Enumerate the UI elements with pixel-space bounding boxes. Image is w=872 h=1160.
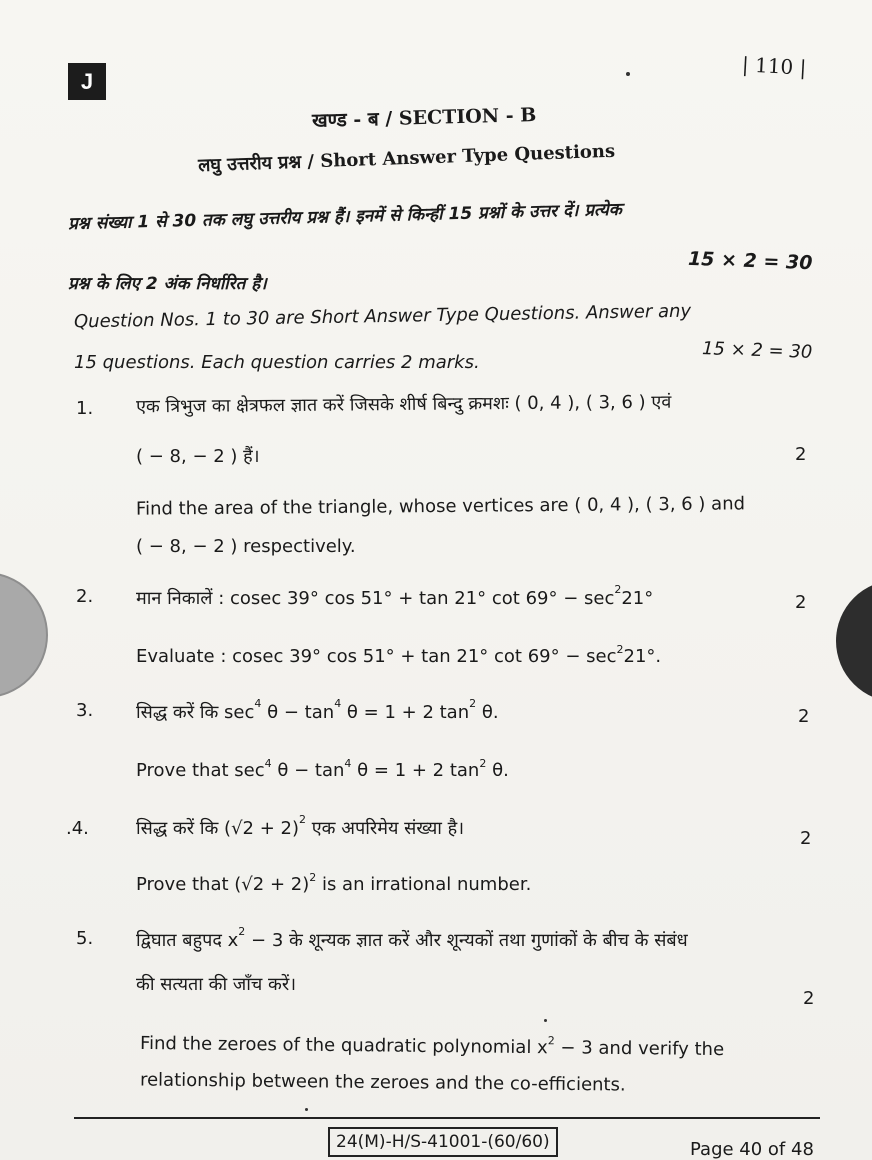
q3-en-exp-a: 4	[264, 757, 272, 770]
q2-number: 2.	[76, 586, 94, 607]
q5-en-exp: 2	[547, 1034, 555, 1048]
q3-exp-b: 4	[334, 697, 342, 710]
q1-hi-line2: ( − 8, − 2 ) हैं।	[136, 446, 260, 467]
section-title: खण्ड - ब / SECTION - B	[311, 104, 537, 132]
instructions-en-line1: Question Nos. 1 to 30 are Short Answer Type Questions. Answer any	[73, 300, 692, 333]
paper-code: 24(M)-H/S-41001-(60/60)	[328, 1127, 558, 1157]
q3-en-line	[136, 757, 509, 781]
q5-hi-line2: की सत्यता की जाँच करें।	[136, 974, 297, 995]
q3-hi-line	[136, 697, 499, 724]
q1-en-line1: Find the area of the triangle, whose vertices are ( 0, 4 ), ( 3, 6 ) and	[135, 493, 746, 520]
q1-en-line2: ( − 8, − 2 ) respectively.	[136, 536, 356, 557]
q4-hi-a: सिद्ध करें कि (√2 + 2)	[136, 818, 299, 839]
page-number: Page 40 of 48	[690, 1139, 814, 1160]
q3-en-exp-c: 2	[479, 757, 487, 770]
punch-hole-left	[0, 572, 48, 698]
q4-hi-line	[136, 813, 465, 840]
q4-en-b: is an irrational number.	[316, 874, 532, 895]
q5-number: 5.	[76, 928, 94, 949]
instructions-en-line2: 15 questions. Each question carries 2 marks.	[74, 352, 480, 373]
q5-en-line1	[140, 1033, 724, 1060]
q2-hi-suffix: 21°	[621, 588, 654, 609]
q5-en-a: Find the zeroes of the quadratic polynomial x	[139, 1032, 548, 1059]
q3-hi-d: θ.	[481, 702, 499, 723]
q3-en-b: θ − tan	[277, 760, 345, 781]
q4-en-a: Prove that (√2 + 2)	[136, 874, 310, 895]
footer-rule	[74, 1117, 820, 1119]
q4-hi-b: एक अपरिमेय संख्या है।	[306, 818, 465, 839]
q5-hi-line1	[136, 925, 688, 952]
q3-en-c: θ = 1 + 2 tan	[357, 760, 480, 781]
q4-hi-exp: 2	[299, 813, 306, 826]
instructions-hi-line1: प्रश्न संख्या 1 से 30 तक लघु उत्तरीय प्रश्न हैं। इनमें से किन्हीं 15 प्रश्नों के उत्तर दें। प्रत्येक	[67, 199, 623, 235]
q4-number: .4.	[66, 818, 89, 839]
handwritten-page-mark: | 110 |	[741, 52, 807, 80]
q2-hi-prefix: मान निकालें : cosec 39° cos 51° + tan 21° cot 69° − sec	[136, 588, 615, 609]
q3-hi-c: θ = 1 + 2 tan	[346, 702, 470, 723]
q2-en-suffix: 21°.	[623, 646, 662, 667]
q2-marks: 2	[795, 592, 807, 613]
q3-number: 3.	[76, 700, 94, 721]
q4-marks: 2	[800, 828, 812, 849]
series-badge: J	[68, 63, 106, 100]
q3-en-d: θ.	[492, 760, 509, 781]
q5-hi-a: द्विघात बहुपद x	[136, 930, 239, 951]
section-subtitle: लघु उत्तरीय प्रश्न / Short Answer Type Questions	[197, 140, 616, 177]
q3-hi-b: θ − tan	[267, 702, 335, 723]
q5-hi-exp: 2	[238, 925, 246, 938]
q5-marks: 2	[803, 988, 815, 1009]
q3-exp-a: 4	[254, 697, 262, 710]
q3-exp-c: 2	[469, 697, 477, 710]
q2-hi-line	[136, 583, 654, 610]
q3-en-exp-b: 4	[344, 757, 352, 770]
q2-hi-exp: 2	[614, 583, 622, 596]
instructions-en-marks: 15 × 2 = 30	[701, 338, 813, 363]
q3-en-a: Prove that sec	[136, 760, 265, 781]
punch-hole-right	[836, 580, 872, 702]
instructions-hi-line2: प्रश्न के लिए 2 अंक निर्धारित है।	[68, 274, 267, 294]
q5-hi-b: − 3 के शून्यक ज्ञात करें और शून्यकों तथा गुणांकों के बीच के संबंध	[245, 930, 688, 951]
q1-hi-line1: एक त्रिभुज का क्षेत्रफल ज्ञात करें जिसके शीर्ष बिन्दु क्रमशः ( 0, 4 ), ( 3, 6 ) एवं	[135, 391, 672, 418]
q5-en-b: − 3 and verify the	[554, 1037, 725, 1061]
q3-hi-a: सिद्ध करें कि sec	[136, 702, 255, 723]
q2-en-exp: 2	[616, 643, 624, 656]
q4-en-line	[136, 871, 532, 895]
q4-en-exp: 2	[309, 871, 317, 884]
q1-marks: 2	[795, 444, 807, 465]
q2-en-line	[136, 643, 662, 667]
ink-dot-footer	[305, 1108, 308, 1111]
ink-dot-small	[544, 1019, 547, 1022]
q5-en-line2: relationship between the zeroes and the co-efficients.	[139, 1069, 626, 1096]
ink-dot	[626, 72, 630, 76]
instructions-hi-marks: 15 × 2 = 30	[687, 247, 813, 275]
q1-number: 1.	[76, 398, 94, 419]
q3-marks: 2	[798, 706, 810, 727]
q2-en-prefix: Evaluate : cosec 39° cos 51° + tan 21° cot 69° − sec	[136, 646, 617, 667]
